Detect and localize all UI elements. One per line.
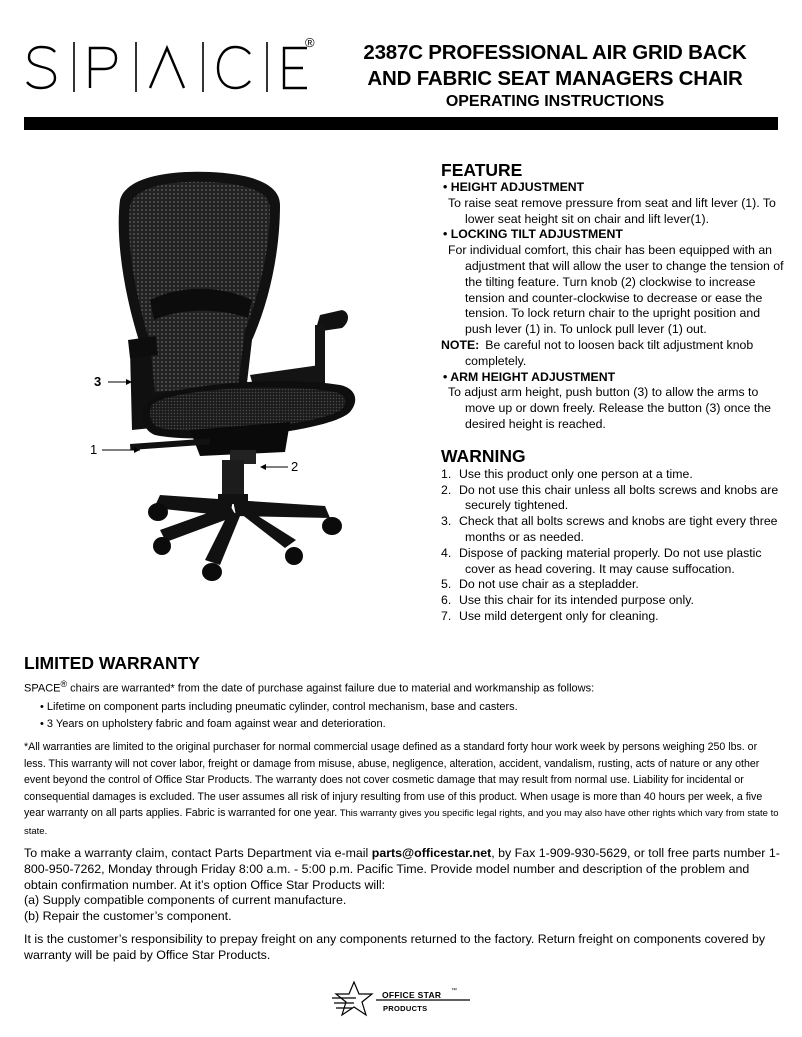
office-star-text: OFFICE STAR [382,990,442,1000]
registered-mark: ® [305,35,315,50]
chair-illustration [80,160,410,600]
arm-adjustment-title: • ARM HEIGHT ADJUSTMENT [443,369,616,384]
brand-text [22,38,23,39]
warning-heading: WARNING [441,445,526,466]
label-arm-button: 3 [94,374,102,389]
note-text: Be careful not to loosen back tilt adjustment knob completely. [465,337,754,368]
height-adjustment-title: • HEIGHT ADJUSTMENT [443,180,585,194]
document-title [330,40,780,113]
warning-list [441,467,786,625]
label-lever: 1 [90,442,98,457]
parts-email-link[interactable]: parts@officestar.net [371,846,492,860]
warning-item: 6. Use this chair for its intended purpose only. [441,593,694,608]
products-text: PRODUCTS [383,1004,428,1013]
option-a: (a) Supply compatible components of current manufacture. [24,893,347,908]
warranty-bullet-lifetime: • Lifetime on component parts including pneumatic cylinder, control mechanism, base and casters. [40,701,518,713]
warning-item: 5. Do not use chair as a stepladder. [441,577,639,592]
warranty-intro: SPACE® chairs are warranted* from the date of purchase against failure due to material and workmanship as follows: [24,679,595,695]
header-divider [24,117,778,130]
title-line-2: AND FABRIC SEAT MANAGERS CHAIR [367,67,743,90]
trademark: ™ [451,988,457,994]
label-knob: 2 [291,459,299,474]
tilt-adjustment-title: • LOCKING TILT ADJUSTMENT [443,227,623,242]
note-label: NOTE: [441,337,480,352]
arm-adjustment-text: To adjust arm height, push button (3) to allow the arms to move up or down freely. Release the button (3) once the desired height is reached. [448,385,772,431]
space-logo [22,35,322,92]
title-line-3: OPERATING INSTRUCTIONS [445,93,665,110]
warranty-fine-print: *All warranties are limited to the original purchaser for normal commercial usage defined as a standard forty hour work week by persons weighing 250 lbs. or less. This warranty will not cover labor, freight or damage from misuse, abuse, negligence, alteration, accident, vandalism, rusting, acts of nature or any other event beyond the control of Office Star Products. The warranty does not cover cosmetic damage that may result from normal use. Liability for incidental or consequential damages is excluded. The user assumes all risk of injury resulting from use of this product. When usage is more than 40 hours per week, a five year warranty on all parts applies. Fabric is warranted for one year. This warranty gives you specific legal rights, and you may also have other rights which vary from state to state. [24,741,779,837]
warning-item: 4. Dispose of packing material properly. Do not use plastic cover as head covering. It may cause suffocation. [441,545,762,576]
height-adjustment-text: To raise seat remove pressure from seat and lift lever (1). To lower seat height sit on chair and lift lever(1). [448,195,776,226]
instructions-column [441,160,786,625]
office-star-logo [330,980,480,1020]
tilt-adjustment-text: For individual comfort, this chair has been equipped with an adjustment that will allow the user to change the tension of the tilting feature. Turn knob (2) clockwise to increase tension and counter-clockwise to decrease or ease the tension. To lock return chair to the upright position and push lever (1) in. To unlock pull lever (1) out. [448,243,784,337]
option-b: (b) Repair the customer’s component. [24,909,232,924]
feature-heading: FEATURE [441,160,523,180]
warranty-bullet-upholstery: • 3 Years on upholstery fabric and foam against wear and deterioration. [40,718,386,730]
note [441,338,786,370]
warranty-claim: To make a warranty claim, contact Parts Department via e-mail parts@officestar.net, by Fax 1-909-930-5629, or toll free parts number 1-800-950-7262, Monday through Friday 8:00 a.m. - 5:00 p.m. Pacific Time. Provide model number and description of the problem and obtain confirmation number. At it’s option Office Star Products will: (a) Supply compatible components of current manufacture. (b) Repair the customer’s component. [24,846,784,925]
warranty-heading: LIMITED WARRANTY [24,653,200,673]
title-line-1: 2387C PROFESSIONAL AIR GRID BACK [363,41,747,64]
warning-item: 3. Check that all bolts screws and knobs are tight every three months or as needed. [441,514,778,544]
freight-responsibility: It is the customer’s responsibility to prepay freight on any components returned to the factory. Return freight on components covered by warranty will be paid by Office Star Products. [24,932,766,962]
warning-item: 7. Use mild detergent only for cleaning. [441,608,659,623]
warning-item: 1. Use this product only one person at a time. [441,466,693,481]
warning-item: 2. Do not use this chair unless all bolts screws and knobs are securely tightened. [441,482,779,513]
